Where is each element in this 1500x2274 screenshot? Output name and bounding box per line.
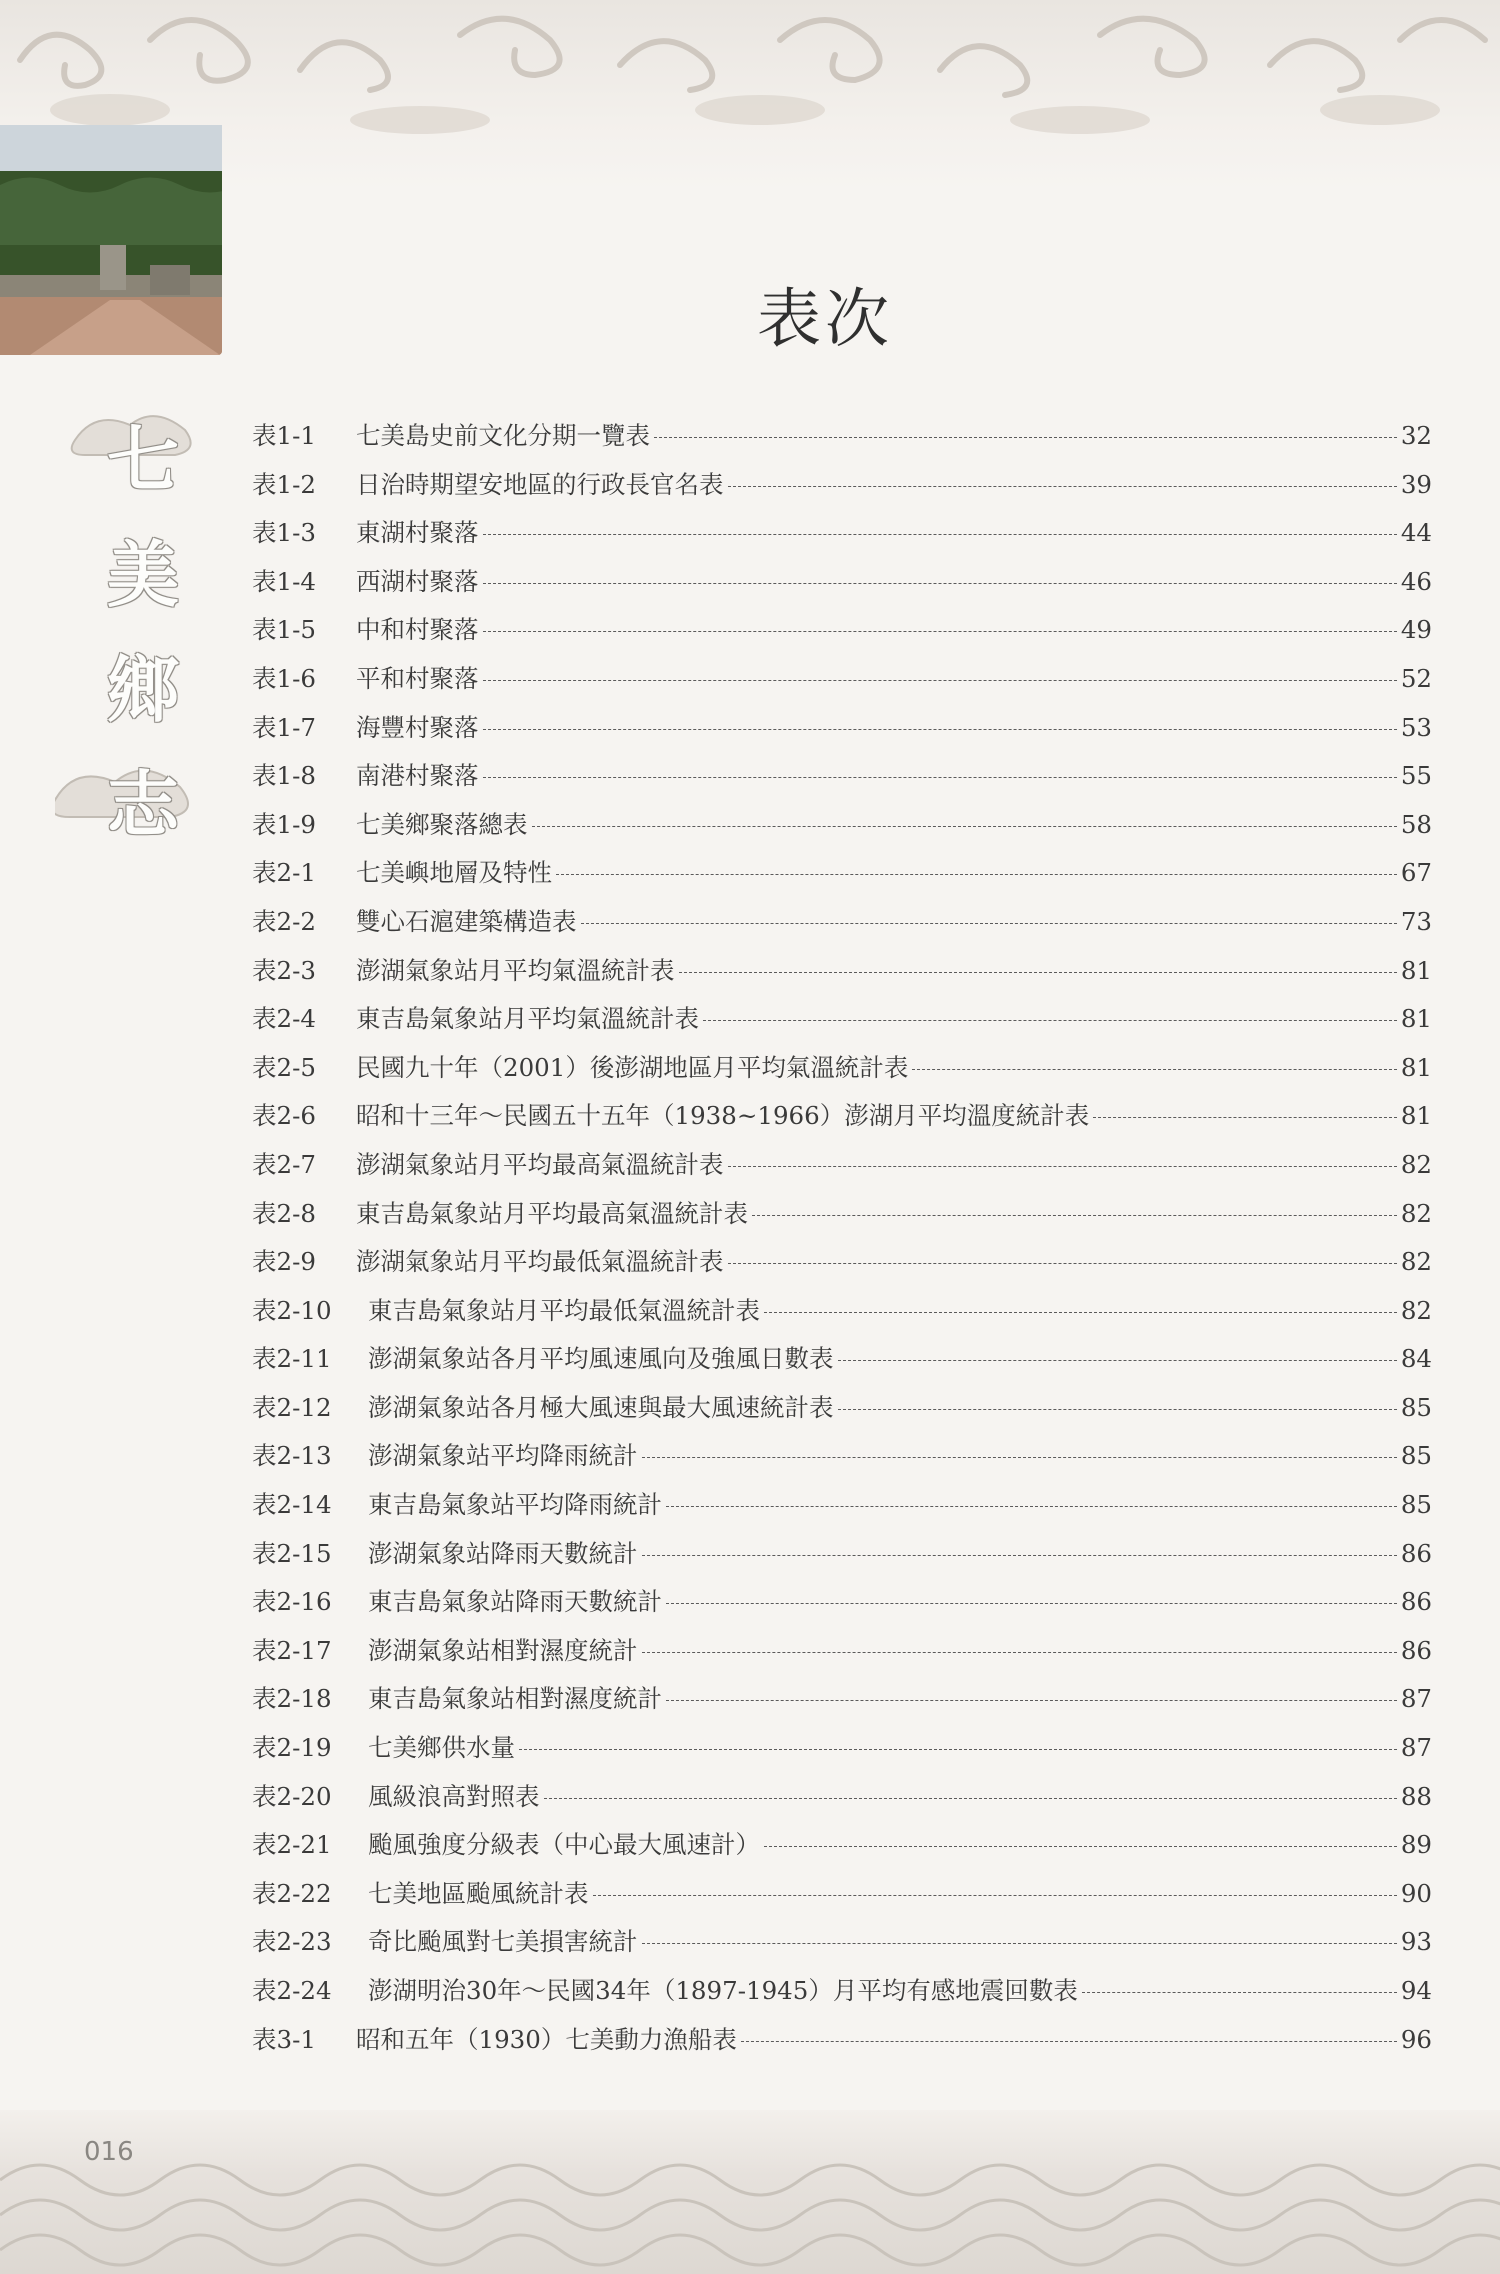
toc-entry — [252, 947, 1432, 996]
page-ref: 52 — [1400, 663, 1432, 693]
toc-entry — [252, 1967, 1432, 2016]
dot-leader — [752, 1214, 1397, 1216]
page-ref: 89 — [1400, 1830, 1432, 1860]
page-ref: 53 — [1400, 712, 1432, 742]
dot-leader — [642, 1651, 1397, 1653]
table-title: 東吉島氣象站相對濕度統計 — [368, 1684, 662, 1714]
dot-leader — [519, 1748, 1397, 1750]
dot-leader — [666, 1505, 1397, 1507]
page-ref: 81 — [1400, 1101, 1432, 1131]
toc-entry — [252, 1384, 1432, 1433]
dot-leader — [556, 873, 1397, 875]
table-number: 表2-19 — [252, 1733, 332, 1763]
toc-entry — [252, 1432, 1432, 1481]
page-ref: 85 — [1400, 1392, 1432, 1422]
page-ref: 58 — [1400, 809, 1432, 839]
dot-leader — [703, 1019, 1397, 1021]
table-number: 表1-9 — [252, 809, 316, 839]
dot-leader — [544, 1797, 1397, 1799]
dot-leader — [483, 533, 1397, 535]
table-title: 中和村聚落 — [356, 615, 479, 645]
table-title: 平和村聚落 — [356, 663, 479, 693]
toc-entry — [252, 849, 1432, 898]
page-ref: 49 — [1400, 615, 1432, 645]
table-title: 南港村聚落 — [356, 761, 479, 791]
table-number: 表2-7 — [252, 1149, 316, 1179]
toc-entry — [252, 1335, 1432, 1384]
page-ref: 88 — [1400, 1781, 1432, 1811]
table-title: 七美地區颱風統計表 — [368, 1878, 589, 1908]
table-number: 表2-9 — [252, 1247, 316, 1277]
table-number: 表1-7 — [252, 712, 316, 742]
toc-entry — [252, 1481, 1432, 1530]
dot-leader — [666, 1699, 1397, 1701]
page-ref: 84 — [1400, 1344, 1432, 1374]
side-title-char: 志 — [106, 762, 179, 847]
table-of-contents-list — [252, 412, 1432, 2064]
table-title: 七美鄉聚落總表 — [356, 809, 528, 839]
dot-leader — [483, 630, 1397, 632]
page-ref: 67 — [1400, 858, 1432, 888]
table-number: 表2-17 — [252, 1635, 332, 1665]
table-number: 表2-14 — [252, 1490, 332, 1520]
table-title: 七美島史前文化分期一覽表 — [356, 421, 650, 450]
toc-entry — [252, 752, 1432, 801]
page-ref: 73 — [1400, 906, 1432, 936]
wave-pattern-icon — [0, 2110, 1500, 2274]
table-title: 東吉島氣象站降雨天數統計 — [368, 1587, 662, 1617]
dot-leader — [741, 2040, 1397, 2042]
cloud-pattern-icon — [0, 0, 1500, 190]
page-number: 016 — [84, 2137, 134, 2167]
dot-leader — [642, 1554, 1397, 1556]
dot-leader — [1093, 1116, 1397, 1118]
table-title: 西湖村聚落 — [356, 566, 479, 596]
dot-leader — [764, 1311, 1397, 1313]
dot-leader — [642, 1942, 1397, 1944]
toc-entry — [252, 1821, 1432, 1870]
table-number: 表1-6 — [252, 663, 316, 693]
table-number: 表1-2 — [252, 469, 316, 499]
page-ref: 44 — [1400, 518, 1432, 548]
toc-entry — [252, 898, 1432, 947]
toc-entry — [252, 655, 1432, 704]
page-ref: 55 — [1400, 761, 1432, 791]
toc-entry — [252, 461, 1432, 510]
side-title-char: 七 — [106, 417, 179, 502]
table-title: 澎湖明治30年～民國34年（1897-1945）月平均有感地震回數表 — [368, 1976, 1078, 2005]
table-title: 日治時期望安地區的行政長官名表 — [356, 469, 724, 499]
table-title: 東湖村聚落 — [356, 518, 479, 548]
table-title: 風級浪高對照表 — [368, 1781, 540, 1811]
page-ref: 86 — [1400, 1587, 1432, 1617]
dot-leader — [483, 679, 1397, 681]
toc-entry — [252, 1287, 1432, 1336]
toc-entry — [252, 1190, 1432, 1239]
toc-entry — [252, 1092, 1432, 1141]
page-ref: 86 — [1400, 1538, 1432, 1568]
table-number: 表1-3 — [252, 518, 316, 548]
table-number: 表2-3 — [252, 955, 316, 985]
page-ref: 82 — [1400, 1149, 1432, 1179]
table-title: 東吉島氣象站月平均最高氣溫統計表 — [356, 1198, 748, 1228]
toc-entry — [252, 2016, 1432, 2065]
table-title: 澎湖氣象站降雨天數統計 — [368, 1538, 638, 1568]
toc-entry — [252, 1627, 1432, 1676]
page-ref: 81 — [1400, 955, 1432, 985]
dot-leader — [483, 776, 1397, 778]
side-title-char: 鄉 — [106, 647, 179, 732]
table-title: 七美嶼地層及特性 — [356, 858, 552, 888]
dot-leader — [764, 1845, 1397, 1847]
page-ref: 81 — [1400, 1004, 1432, 1034]
dot-leader — [581, 922, 1397, 924]
toc-entry — [252, 1918, 1432, 1967]
table-number: 表1-8 — [252, 761, 316, 791]
dot-leader — [679, 971, 1397, 973]
page-ref: 81 — [1400, 1052, 1432, 1082]
toc-entry — [252, 412, 1432, 461]
table-title: 民國九十年（2001）後澎湖地區月平均氣溫統計表 — [356, 1052, 909, 1082]
toc-entry — [252, 558, 1432, 607]
page-ref: 82 — [1400, 1247, 1432, 1277]
dot-leader — [728, 1262, 1397, 1264]
toc-entry — [252, 1724, 1432, 1773]
toc-entry — [252, 995, 1432, 1044]
dot-leader — [912, 1068, 1396, 1070]
wave-pattern-footer — [0, 2110, 1500, 2274]
table-number: 表2-2 — [252, 906, 316, 936]
table-title: 海豐村聚落 — [356, 712, 479, 742]
table-title: 東吉島氣象站平均降雨統計 — [368, 1490, 662, 1520]
page-ref: 82 — [1400, 1295, 1432, 1325]
page-ref: 85 — [1400, 1441, 1432, 1471]
table-number: 表2-23 — [252, 1927, 332, 1957]
toc-entry — [252, 1044, 1432, 1093]
page-ref: 46 — [1400, 566, 1432, 596]
table-number: 表2-22 — [252, 1878, 332, 1908]
page-ref: 87 — [1400, 1684, 1432, 1714]
toc-entry — [252, 1773, 1432, 1822]
table-number: 表2-18 — [252, 1684, 332, 1714]
table-title: 澎湖氣象站相對濕度統計 — [368, 1635, 638, 1665]
table-number: 表2-11 — [252, 1344, 332, 1374]
table-number: 表2-4 — [252, 1004, 316, 1034]
table-number: 表1-1 — [252, 421, 316, 450]
toc-entry — [252, 801, 1432, 850]
table-number: 表2-6 — [252, 1101, 316, 1131]
dot-leader — [593, 1894, 1397, 1896]
table-title: 七美鄉供水量 — [368, 1733, 515, 1763]
table-number: 表2-1 — [252, 858, 316, 888]
dot-leader — [666, 1602, 1397, 1604]
table-number: 表2-5 — [252, 1052, 316, 1082]
dot-leader — [642, 1456, 1397, 1458]
table-title: 澎湖氣象站各月極大風速與最大風速統計表 — [368, 1392, 834, 1422]
table-number: 表2-15 — [252, 1538, 332, 1568]
dot-leader — [654, 436, 1397, 438]
toc-entry — [252, 1675, 1432, 1724]
dot-leader — [532, 825, 1397, 827]
table-title: 澎湖氣象站月平均氣溫統計表 — [356, 955, 675, 985]
table-number: 表2-12 — [252, 1392, 332, 1422]
page-title: 表次 — [757, 283, 893, 357]
table-number: 表2-10 — [252, 1295, 332, 1325]
table-number: 表1-4 — [252, 566, 316, 596]
table-number: 表2-24 — [252, 1976, 332, 2005]
table-number: 表2-13 — [252, 1441, 332, 1471]
table-number: 表2-21 — [252, 1830, 332, 1860]
page-ref: 90 — [1400, 1878, 1432, 1908]
table-title: 東吉島氣象站月平均氣溫統計表 — [356, 1004, 699, 1034]
vertical-book-title — [55, 400, 205, 870]
page-ref: 82 — [1400, 1198, 1432, 1228]
page-ref: 32 — [1400, 421, 1432, 450]
table-title: 昭和十三年～民國五十五年（1938~1966）澎湖月平均溫度統計表 — [356, 1101, 1090, 1131]
page-ref: 39 — [1400, 469, 1432, 499]
dot-leader — [838, 1359, 1397, 1361]
dot-leader — [728, 1165, 1397, 1167]
toc-entry — [252, 509, 1432, 558]
toc-entry — [252, 1238, 1432, 1287]
toc-entry — [252, 1578, 1432, 1627]
cloud-pattern-header — [0, 0, 1500, 190]
table-title: 昭和五年（1930）七美動力漁船表 — [356, 2024, 737, 2054]
table-title: 澎湖氣象站平均降雨統計 — [368, 1441, 638, 1471]
table-title: 澎湖氣象站月平均最高氣溫統計表 — [356, 1149, 724, 1179]
page-ref: 94 — [1400, 1976, 1432, 2005]
table-number: 表2-8 — [252, 1198, 316, 1228]
table-number: 表3-1 — [252, 2024, 316, 2054]
table-number: 表2-16 — [252, 1587, 332, 1617]
table-title: 東吉島氣象站月平均最低氣溫統計表 — [368, 1295, 760, 1325]
page-ref: 86 — [1400, 1635, 1432, 1665]
table-number: 表2-20 — [252, 1781, 332, 1811]
page-ref: 93 — [1400, 1927, 1432, 1957]
toc-entry — [252, 1530, 1432, 1579]
table-title: 澎湖氣象站月平均最低氣溫統計表 — [356, 1247, 724, 1277]
table-title: 澎湖氣象站各月平均風速風向及強風日數表 — [368, 1344, 834, 1374]
page-ref: 96 — [1400, 2024, 1432, 2054]
toc-entry — [252, 1141, 1432, 1190]
table-number: 表1-5 — [252, 615, 316, 645]
page-ref: 87 — [1400, 1733, 1432, 1763]
toc-entry — [252, 1870, 1432, 1919]
dot-leader — [1082, 1991, 1397, 1993]
dot-leader — [728, 485, 1397, 487]
dot-leader — [838, 1408, 1397, 1410]
toc-entry — [252, 704, 1432, 753]
table-title: 奇比颱風對七美損害統計 — [368, 1927, 638, 1957]
toc-entry — [252, 606, 1432, 655]
dot-leader — [483, 728, 1397, 730]
table-title: 雙心石滬建築構造表 — [356, 906, 577, 936]
table-title: 颱風強度分級表（中心最大風速計） — [368, 1830, 760, 1860]
page-ref: 85 — [1400, 1490, 1432, 1520]
dot-leader — [483, 582, 1397, 584]
side-title-char: 美 — [106, 532, 179, 617]
